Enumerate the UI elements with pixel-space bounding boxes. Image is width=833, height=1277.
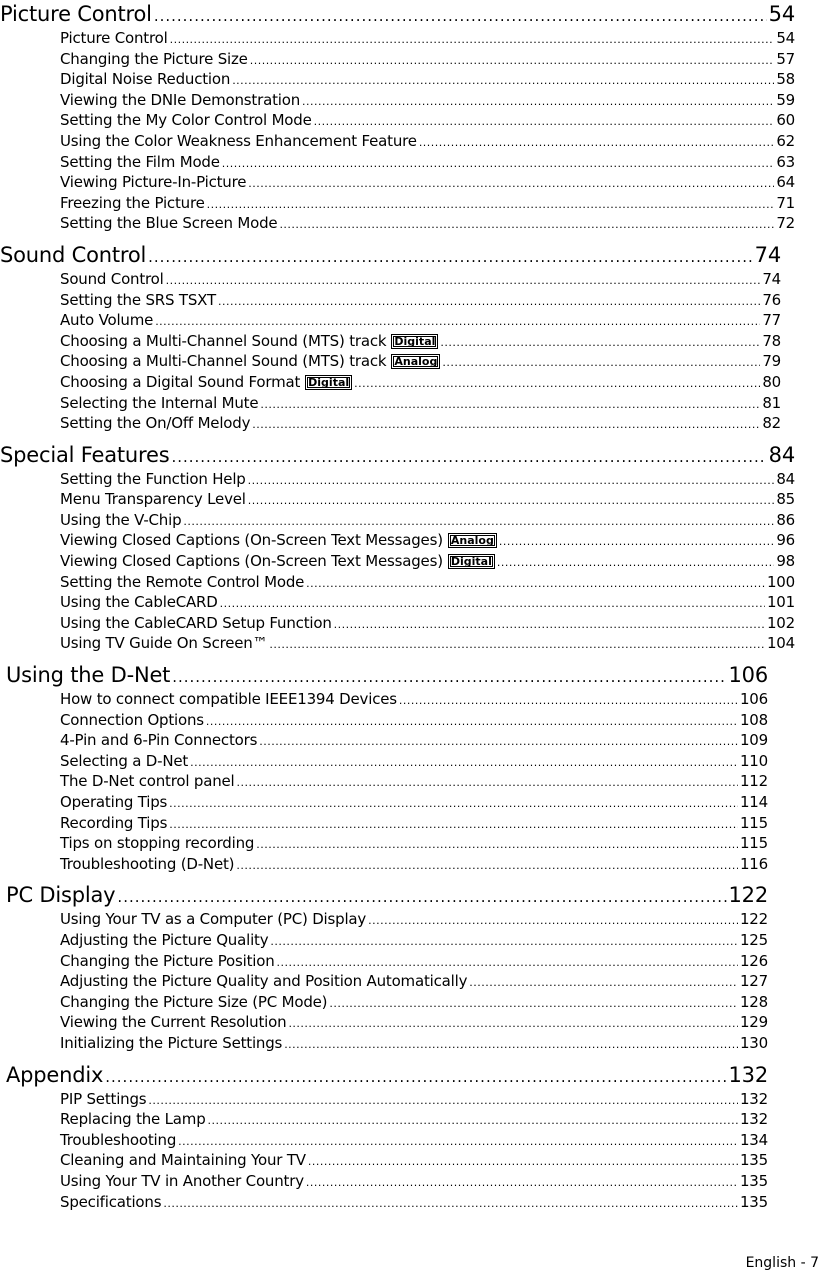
page-number: 78 [762,331,781,350]
entry-title [60,331,438,352]
entry-title: Freezing the Picture [60,193,205,212]
page-number: 64 [776,173,795,192]
leader-dots [148,1091,738,1112]
leader-dots [442,353,760,374]
entry-title: 4-Pin and 6-Pin Connectors [60,731,258,750]
toc-entry[interactable] [0,510,795,531]
page-number: 127 [739,972,768,991]
page-number: 112 [739,772,768,791]
entry-text: Viewing Closed Captions (On-Screen Text Messages) [60,552,443,571]
page-number: 101 [766,593,795,612]
toc-entry[interactable] [0,351,781,372]
page-number: 62 [776,131,795,150]
toc-entry[interactable] [0,1033,768,1054]
page-number: 122 [739,910,768,929]
leader-dots [155,312,760,333]
toc-entry[interactable] [0,1012,768,1033]
entry-title: How to connect compatible IEEE1394 Devices [60,690,397,709]
page-number: 132 [739,1110,768,1129]
toc-entry[interactable] [0,813,768,834]
entry-title: Viewing the Current Resolution [60,1013,287,1032]
leader-dots [277,953,738,974]
entry-title: Using TV Guide On Screen™ [60,634,268,653]
entry-title: Digital Noise Reduction [60,70,231,89]
entry-title [60,551,495,572]
leader-dots [236,856,738,877]
entry-title: Changing the Picture Size (PC Mode) [60,992,328,1011]
entry-title: Using Your TV as a Computer (PC) Display [60,910,367,929]
entry-title: Using the CableCARD Setup Function [60,613,332,632]
entry-title: Changing the Picture Size [60,49,248,68]
page-number: 57 [776,49,795,68]
leader-dots [334,615,765,636]
leader-dots [306,1173,738,1194]
toc-entry[interactable] [0,1150,768,1171]
entry-title [60,351,440,372]
digital-badge: Digital [391,334,438,349]
toc-section-picture-control [0,0,833,234]
leader-dots [279,215,774,236]
entry-title: Setting the On/Off Melody [60,414,251,433]
toc-entry[interactable] [0,909,768,930]
page-number: 76 [762,290,781,309]
leader-dots [172,663,726,691]
page-number: 106 [739,690,768,709]
leader-dots [419,133,775,154]
toc-entry[interactable] [0,992,768,1013]
section-title: Picture Control [0,2,152,26]
leader-dots [252,415,760,436]
toc-entry[interactable] [0,951,768,972]
page-number: 116 [739,854,768,873]
toc-section-appendix [0,1061,833,1213]
page-number: 63 [776,152,795,171]
entry-title: Specifications [60,1192,162,1211]
entry-title: Adjusting the Picture Quality [60,930,269,949]
page-number: 54 [776,29,795,47]
toc-section-sound-control [0,241,833,434]
page-number: 115 [739,834,768,853]
entry-title: Picture Control [60,29,168,47]
entry-title: Setting the Function Help [60,469,246,488]
toc-entry[interactable] [0,49,795,70]
section-heading[interactable] [0,1061,768,1089]
leader-dots [259,732,738,753]
page-number: 108 [739,710,768,729]
entry-title: The D-Net control panel [60,772,235,791]
section-heading[interactable] [0,441,795,469]
page-number: 129 [739,1013,768,1032]
section-heading[interactable] [0,0,795,28]
leader-dots [206,712,738,733]
entry-title: Replacing the Lamp [60,1110,206,1129]
toc-entry[interactable] [0,1192,768,1213]
page-number: 132 [739,1089,768,1108]
toc-entry[interactable] [0,290,781,311]
toc-entry[interactable] [0,269,781,290]
entry-title: Troubleshooting (D-Net) [60,854,235,873]
page-number: 77 [762,311,781,330]
page-number: 84 [776,469,795,488]
page-number: 135 [739,1151,768,1170]
leader-dots [302,92,774,113]
entry-title: Setting the SRS TSXT [60,290,216,309]
section-title: PC Display [6,883,116,908]
entry-title: Viewing the DNIe Demonstration [60,90,300,109]
entry-title: Setting the My Color Control Mode [60,111,312,130]
page-number: 115 [739,813,768,832]
leader-dots [469,973,738,994]
toc-entry[interactable] [0,551,795,572]
page-number: 125 [739,930,768,949]
section-title: Appendix [6,1062,104,1087]
entry-text: Choosing a Multi-Channel Sound (MTS) track [60,331,387,350]
digital-badge: Digital [305,375,352,390]
toc-entry[interactable] [0,530,795,551]
toc-entry[interactable] [0,193,795,214]
page-number: 60 [776,111,795,130]
toc-entry[interactable] [0,372,781,393]
toc-entry[interactable] [0,710,768,731]
toc-entry[interactable] [0,971,768,992]
leader-dots [256,835,738,856]
leader-dots [499,532,774,553]
toc-entry[interactable] [0,413,781,434]
section-title: Special Features [0,442,170,467]
toc-section-using-the-d-net [0,661,833,874]
page-number: 96 [776,531,795,550]
leader-dots [183,512,774,533]
page-number: 102 [766,613,795,632]
leader-dots [148,243,753,271]
leader-dots [218,292,760,313]
toc-entry[interactable] [0,1109,768,1130]
toc-entry[interactable] [0,633,795,654]
toc-entry[interactable] [0,310,781,331]
leader-dots [222,154,775,175]
page-number: 81 [762,393,781,412]
leader-dots [399,691,738,712]
leader-dots [232,71,774,92]
toc-entry[interactable] [0,213,795,234]
leader-dots [166,271,761,292]
entry-title: Setting the Remote Control Mode [60,572,305,591]
leader-dots [354,374,760,395]
entry-title: Setting the Film Mode [60,152,220,171]
entry-title: Connection Options [60,710,204,729]
page-number: 132 [728,1062,768,1087]
section-title: Using the D-Net [6,663,171,688]
toc-entry[interactable] [0,172,795,193]
page-number: 135 [739,1171,768,1190]
entry-title: Using the V-Chip [60,510,182,529]
page-footer: English - 7 [745,1255,819,1271]
leader-dots [288,1014,738,1035]
entry-title: Using the CableCARD [60,593,218,612]
leader-dots [220,594,765,615]
page-number: 74 [754,242,781,267]
entry-title: Selecting a D-Net [60,751,189,770]
entry-title: Adjusting the Picture Quality and Position Automatically [60,972,468,991]
section-title: Sound Control [0,242,147,267]
leader-dots [171,443,766,471]
entry-title: Selecting the Internal Mute [60,393,259,412]
leader-dots [250,51,775,72]
toc-entry[interactable] [0,1130,768,1151]
page-number: 128 [739,992,768,1011]
entry-title [60,530,497,551]
page-number: 100 [766,572,795,591]
toc-entry[interactable] [0,1171,768,1192]
entry-title: Viewing Picture-In-Picture [60,173,247,192]
section-heading[interactable] [0,881,768,909]
toc-entry[interactable] [0,771,768,792]
page-number: 106 [728,663,768,688]
toc-entry[interactable] [0,930,768,951]
toc-entry[interactable] [0,833,768,854]
leader-dots [306,574,765,595]
leader-dots [237,773,738,794]
page-number: 74 [762,269,781,288]
leader-dots [314,112,775,133]
page-number: 109 [739,731,768,750]
page-number: 84 [768,442,795,467]
entry-title [60,372,352,393]
entry-title: Changing the Picture Position [60,951,275,970]
toc-entry[interactable] [0,572,795,593]
entry-text: Viewing Closed Captions (On-Screen Text Messages) [60,531,443,550]
leader-dots [329,994,738,1015]
leader-dots [248,174,774,195]
entry-text: Choosing a Multi-Channel Sound (MTS) track [60,352,387,371]
toc-entry[interactable] [0,751,768,772]
leader-dots [170,30,775,51]
leader-dots [169,815,738,836]
page-number: 104 [766,634,795,653]
toc-entry[interactable] [0,613,795,634]
leader-dots [208,1111,738,1132]
toc-entry[interactable] [0,730,768,751]
toc-entry[interactable] [0,592,795,613]
entry-title: Setting the Blue Screen Mode [60,214,278,233]
leader-dots [260,395,760,416]
page-number: 86 [776,510,795,529]
toc-entry[interactable] [0,489,795,510]
leader-dots [207,195,775,216]
page-number: 122 [728,883,768,908]
toc-entry[interactable] [0,469,795,490]
page-number: 130 [739,1033,768,1052]
entry-text: Choosing a Digital Sound Format [60,372,301,391]
leader-dots [269,635,765,656]
page-number: 85 [776,490,795,509]
toc-entry[interactable] [0,131,795,152]
leader-dots [308,1152,738,1173]
page-number: 54 [768,2,795,26]
leader-dots [190,753,738,774]
entry-title: Operating Tips [60,793,168,811]
entry-title: Auto Volume [60,311,154,330]
analog-badge: Analog [391,354,440,369]
toc-entry[interactable] [0,689,768,710]
page-number: 126 [739,951,768,970]
leader-dots [440,333,760,354]
page-number: 135 [739,1192,768,1211]
leader-dots [248,491,775,512]
page-number: 59 [776,90,795,109]
entry-title: Sound Control [60,269,164,288]
entry-title: Tips on stopping recording [60,834,255,853]
toc-entry[interactable] [0,393,781,414]
toc-entry[interactable] [0,69,795,90]
page-number: 110 [739,751,768,770]
toc-entry[interactable] [0,110,795,131]
page-number: 58 [776,70,795,89]
leader-dots [169,794,738,815]
entry-title: Recording Tips [60,813,168,832]
toc-entry[interactable] [0,152,795,173]
toc-entry[interactable] [0,28,795,49]
entry-title: Using the Color Weakness Enhancement Feature [60,131,417,150]
leader-dots [117,883,726,911]
leader-dots [105,1063,726,1091]
entry-title: Initializing the Picture Settings [60,1033,283,1052]
leader-dots [368,911,738,932]
section-heading[interactable] [0,661,768,689]
entry-title: Troubleshooting [60,1130,177,1149]
leader-dots [248,471,775,492]
leader-dots [497,553,774,574]
toc-section-special-features [0,441,833,654]
entry-title: Menu Transparency Level [60,490,246,509]
page-number: 134 [739,1130,768,1149]
toc-entry[interactable] [0,792,768,813]
entry-title: PIP Settings [60,1089,147,1108]
leader-dots [270,932,738,953]
toc-section-pc-display [0,881,833,1053]
analog-badge: Analog [448,533,497,548]
toc-entry[interactable] [0,854,768,875]
page-number: 98 [776,552,795,571]
page-number: 71 [776,193,795,212]
digital-badge: Digital [448,554,495,569]
leader-dots [163,1194,738,1215]
entry-title: Cleaning and Maintaining Your TV [60,1151,306,1170]
page-number: 114 [739,793,768,811]
toc-entry[interactable] [0,331,781,352]
page-number: 82 [762,414,781,433]
leader-dots [178,1132,738,1153]
page-number: 79 [762,352,781,371]
entry-title: Using Your TV in Another Country [60,1171,304,1190]
page-number: 72 [776,214,795,233]
toc-entry[interactable] [0,90,795,111]
toc-entry[interactable] [0,1089,768,1110]
leader-dots [154,2,767,30]
section-heading[interactable] [0,241,781,269]
page-number: 80 [762,372,781,391]
leader-dots [284,1035,738,1056]
